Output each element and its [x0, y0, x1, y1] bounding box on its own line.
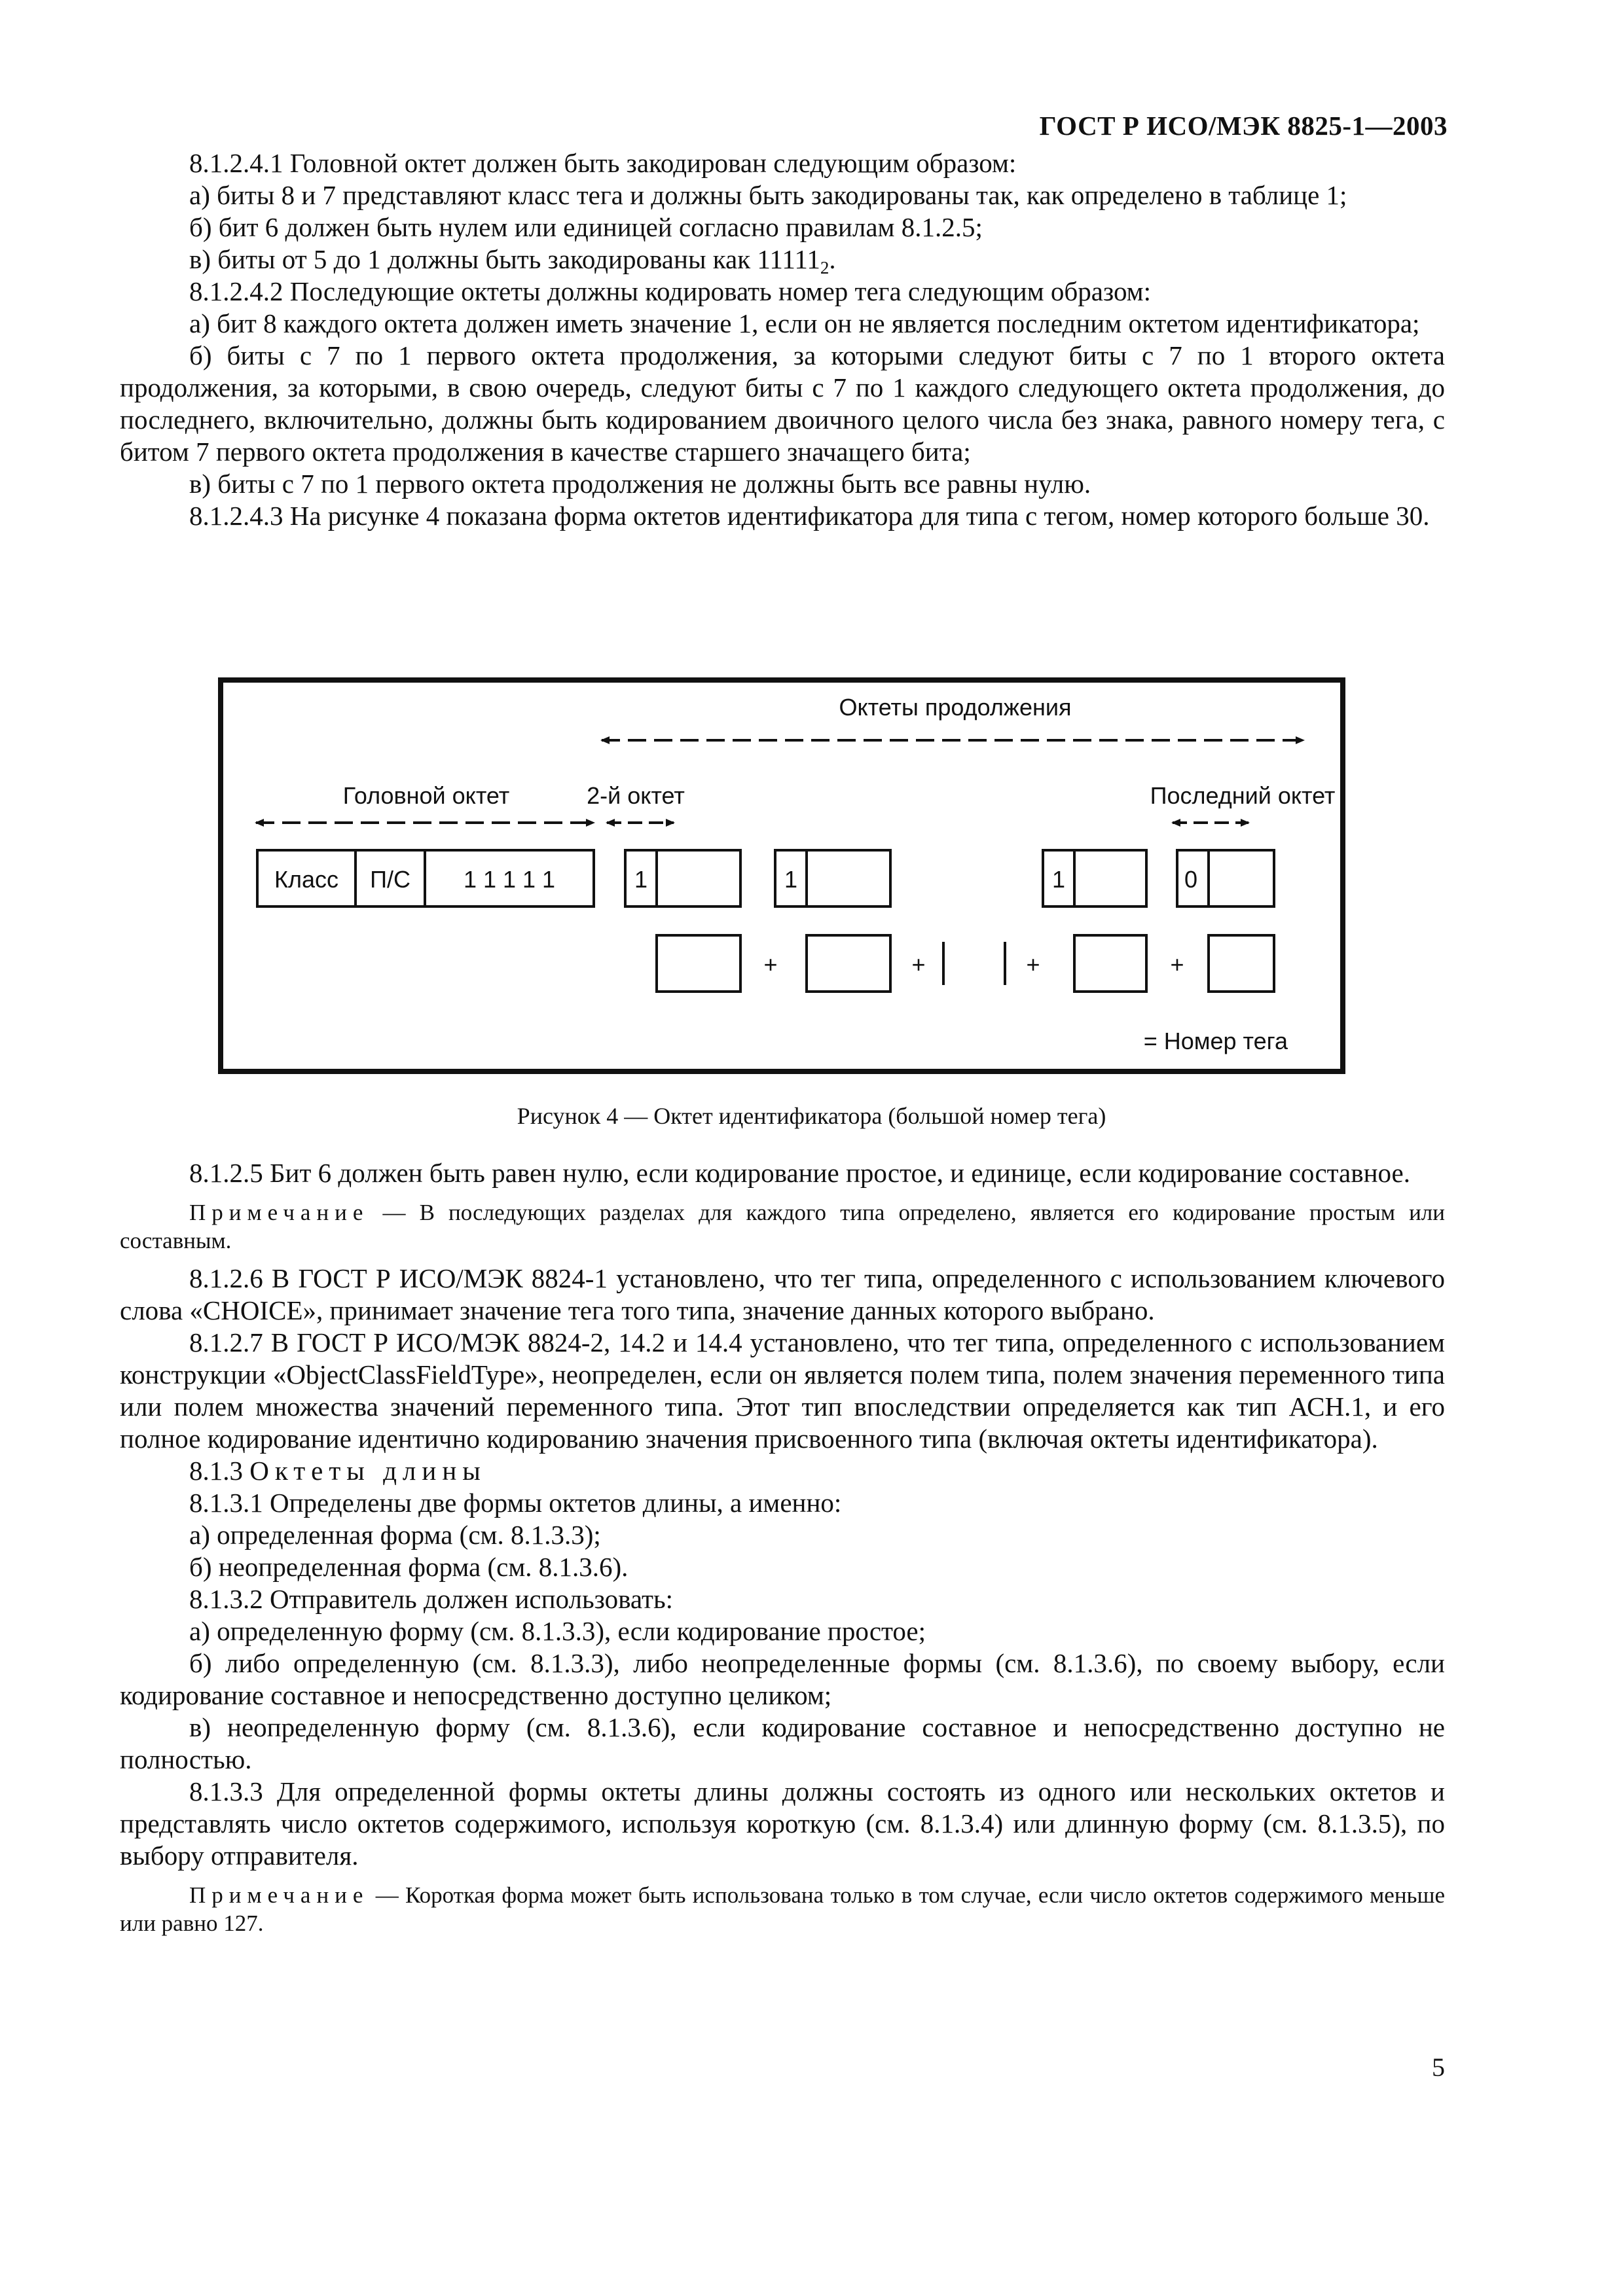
section-title: Октеты длины [249, 1456, 486, 1486]
list-item-c: в) биты от 5 до 1 должны быть закодированы как $11111_2$. [189, 244, 836, 278]
ones-cell-label: 1 1 1 1 1 [463, 866, 556, 893]
list-item-c-text: в) биты от 5 до 1 должны быть закодированы как 11111 [189, 244, 820, 274]
page-number: 5 [1432, 2053, 1445, 2082]
list-item-sender-b: б) либо определенную (см. 8.1.3.3), либо неопределенные формы (см. 8.1.3.6), по своему выбору, если кодирование составное и непосредственно доступно целиком; [120, 1648, 1445, 1710]
binary-subscript: 2 [820, 258, 830, 278]
note-1-label: Примечание [189, 1200, 369, 1225]
sum-box-2 [807, 935, 890, 992]
upper-text-block [120, 147, 1445, 532]
plus-1: + [763, 951, 778, 978]
octet-n1-flag: 1 [1052, 866, 1066, 893]
sum-box-3 [1074, 935, 1146, 992]
second-octet-label: 2-й октет [587, 782, 685, 809]
sum-box-1 [657, 935, 740, 992]
paragraph-8-1-3-1: 8.1.3.1 Определены две формы октетов длины, а именно: [189, 1488, 842, 1518]
list-item-b: б) бит 6 должен быть нулем или единицей согласно правилам 8.1.2.5; [189, 212, 983, 242]
paragraph-8-1-2-5: 8.1.2.5 Бит 6 должен быть равен нулю, если кодирование простое, и единице, если кодирование составное. [189, 1158, 1410, 1188]
section-8-1-3-heading [120, 1455, 1445, 1487]
list-item-definite: а) определенная форма (см. 8.1.3.3); [189, 1520, 601, 1550]
list-item-indefinite: б) неопределенная форма (см. 8.1.3.6). [189, 1552, 629, 1582]
note-2 [120, 1881, 1445, 1937]
octet3-value-cell [807, 850, 890, 906]
sum-box-4 [1209, 935, 1274, 992]
figure-diagram [223, 683, 1340, 1069]
plus-2: + [911, 951, 926, 978]
paragraph-8-1-2-4-3: 8.1.2.4.3 На рисунке 4 показана форма октетов идентификатора для типа с тегом, номер которого больше 30. [189, 501, 1430, 531]
list-item-a: а) биты 8 и 7 представляют класс тега и должны быть закодированы так, как определено в таблице 1; [189, 180, 1347, 210]
list-item-b2: б) биты с 7 по 1 первого октета продолжения, за которыми следуют биты с 7 по 1 второго октета продолжения, за которыми, в свою очередь, следуют биты с 7 по 1 каждого следующего октета продолжения, до последнего, включительно, должны быть кодированием двоичного целого числа без знака, равного номеру тега, с битом 7 первого октета продолжения в качестве старшего значащего бита; [120, 340, 1445, 467]
head-octet-label: Головной октет [342, 782, 510, 809]
note-2-text: — Короткая форма может быть использована только в том случае, если число октетов содержимого меньше или равно 127. [120, 1882, 1445, 1936]
plus-3: + [1026, 951, 1040, 978]
octet3-flag: 1 [784, 866, 798, 893]
lower-text-block [120, 1157, 1445, 1945]
note-1-text: — В последующих разделах для каждого типа определено, является его кодирование простым или составным. [120, 1200, 1445, 1253]
octet2-value-cell [657, 850, 740, 906]
tag-number-label: = Номер тега [1143, 1028, 1288, 1054]
note-2-label: Примечание [189, 1882, 369, 1908]
list-item-sender-c: в) неопределенную форму (см. 8.1.3.6), если кодирование составное и непосредственно доступно не полностью. [120, 1712, 1445, 1774]
plus-4: + [1170, 951, 1184, 978]
document-header: ГОСТ Р ИСО/МЭК 8825-1—2003 [1039, 111, 1448, 141]
list-item-a2: а) бит 8 каждого октета должен иметь значение 1, если он не является последним октетом идентификатора; [189, 308, 1420, 338]
octet2-flag: 1 [634, 866, 648, 893]
last-octet-label: Последний октет [1150, 782, 1336, 809]
pc-cell-label: П/С [370, 866, 410, 893]
figure-caption: Рисунок 4 — Октет идентификатора (большой номер тега) [517, 1103, 1106, 1129]
last-value-cell [1209, 850, 1274, 906]
section-number: 8.1.3 [189, 1456, 243, 1486]
last-flag: 0 [1184, 866, 1198, 893]
paragraph-8-1-3-3: 8.1.3.3 Для определенной формы октеты длины должны состоять из одного или нескольких октетов и представлять число октетов содержимого, используя короткую (см. 8.1.3.4) или длинную форму (см. 8.1.3.5), по выбору отправителя. [120, 1776, 1445, 1871]
list-item-sender-a: а) определенную форму (см. 8.1.3.3), если кодирование простое; [189, 1616, 926, 1646]
octet-n1-value-cell [1074, 850, 1146, 906]
continuation-label: Октеты продолжения [839, 694, 1072, 721]
paragraph-8-1-3-2: 8.1.3.2 Отправитель должен использовать: [189, 1584, 674, 1614]
paragraph-8-1-2-6: 8.1.2.6 В ГОСТ Р ИСО/МЭК 8824-1 установлено, что тег типа, определенного с использованием ключевого слова «CHOICE», принимает значение тега того типа, значение данных которого выбрано. [120, 1263, 1445, 1325]
note-1 [120, 1198, 1445, 1255]
paragraph-8-1-2-4-1: 8.1.2.4.1 Головной октет должен быть закодирован следующим образом: [189, 148, 1017, 178]
list-item-c2: в) биты с 7 по 1 первого октета продолжения не должны быть все равны нулю. [189, 469, 1091, 499]
class-cell-label: Класс [274, 866, 338, 893]
paragraph-8-1-2-7: 8.1.2.7 В ГОСТ Р ИСО/МЭК 8824-2, 14.2 и 14.4 установлено, что тег типа, определенного с использованием конструкции «ObjectClassFieldType», неопределен, если он является полем типа, полем значения переменного типа или полем множества значений переменного типа. Этот тип впоследствии определяется как тип АСН.1, и его полное кодирование идентично кодированию значения присвоенного типа (включая октеты идентификатора). [120, 1327, 1445, 1454]
figure-4 [218, 677, 1345, 1074]
paragraph-8-1-2-4-2: 8.1.2.4.2 Последующие октеты должны кодировать номер тега следующим образом: [189, 276, 1151, 306]
